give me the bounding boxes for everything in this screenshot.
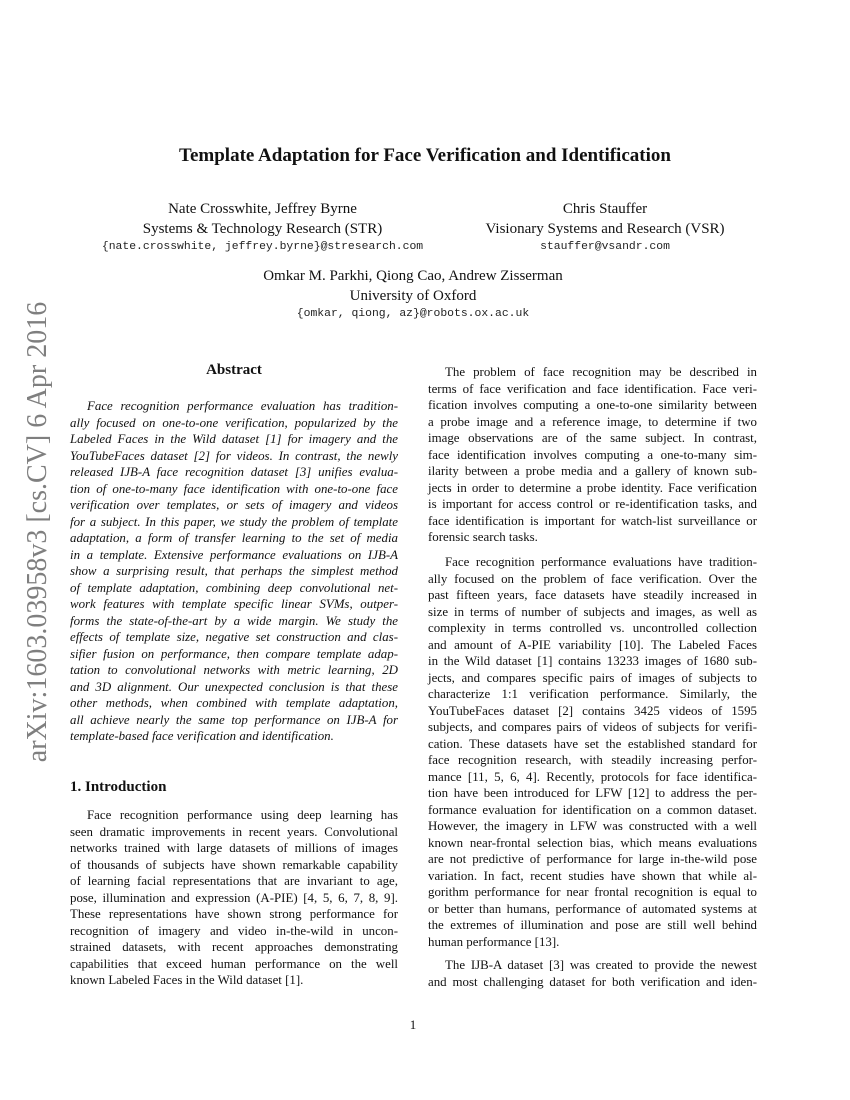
author-affiliation: Systems & Technology Research (STR) bbox=[142, 221, 383, 237]
author-email[interactable]: {omkar, qiong, az}@robots.ox.ac.uk bbox=[296, 308, 530, 320]
text-line: and 3D alignment. Our unexpected conclusion is that these bbox=[70, 679, 398, 694]
text-line: These representations have shown strong performance for bbox=[70, 907, 398, 921]
text-line: forensic search tasks. bbox=[428, 530, 538, 544]
text-line: characterize 1:1 verification performance. Similarly, the bbox=[428, 687, 757, 701]
text-line: complexity in terms controlled vs. uncontrolled collection bbox=[428, 621, 757, 635]
arxiv-stamp-text: arXiv:1603.03958v3 [cs.CV] 6 Apr 2016 bbox=[22, 301, 53, 763]
text-line: and most challenging dataset for both verification and iden- bbox=[428, 974, 757, 989]
text-line: the extremes of illumination and pose are still well behind bbox=[428, 918, 757, 932]
author-names: Nate Crosswhite, Jeffrey Byrne bbox=[168, 201, 357, 217]
paper-title: Template Adaptation for Face Verification and Identification bbox=[179, 145, 671, 166]
text-line: YouTubeFaces dataset [2] contains 3425 videos of 1595 bbox=[428, 703, 757, 718]
text-line: of template adaptation, combining deep convolutional net- bbox=[70, 580, 398, 595]
text-line: ally focused on one-to-one verification, popularized by the bbox=[70, 415, 398, 430]
text-line: mance [11, 5, 6, 4]. Recently, protocols for face identifica- bbox=[428, 769, 757, 784]
author-affiliation: University of Oxford bbox=[349, 288, 477, 304]
author-affiliation: Visionary Systems and Research (VSR) bbox=[485, 221, 725, 237]
text-line: effects of template size, negative set construction and clas- bbox=[70, 630, 398, 644]
text-line: verification over templates, or sets of imagery and videos bbox=[70, 498, 398, 512]
text-line: work features with template specific linear SVMs, outper- bbox=[70, 597, 398, 611]
text-line: However, the imagery in LFW was constructed with a well bbox=[428, 819, 757, 833]
abstract-body bbox=[70, 398, 398, 745]
text-line: fication involves computing a one-to-one similarity between bbox=[428, 398, 757, 412]
text-line: Face recognition performance using deep learning has bbox=[87, 808, 398, 822]
paragraph-face-recognition-problem bbox=[428, 364, 757, 546]
text-line: in the Wild dataset [1] contains 13233 images of 1680 sub- bbox=[428, 654, 757, 668]
author-names: Chris Stauffer bbox=[562, 201, 648, 217]
text-line: Face recognition performance evaluations have tradition- bbox=[445, 555, 757, 569]
text-line: networks trained with large datasets of millions of images bbox=[70, 841, 398, 855]
text-line: past fifteen years, face datasets have steadily increased in bbox=[428, 588, 757, 602]
text-line: forms the state-of-the-art by a wide margin. We study the bbox=[70, 613, 398, 628]
text-line: is important for access control or re-identification tasks, and bbox=[428, 497, 757, 511]
text-line: formance evaluation for identification on a common dataset. bbox=[428, 802, 757, 817]
text-line: are not predictive of performance for large in-the-wild pose bbox=[428, 852, 757, 866]
text-line: tion have been introduced for LFW [12] to address the per- bbox=[428, 786, 757, 800]
text-line: other methods, when combined with template adaptation, bbox=[70, 696, 398, 710]
author-email[interactable]: {nate.crosswhite, jeffrey.byrne}@stresearch.com bbox=[101, 241, 424, 253]
page-number: 1 bbox=[409, 1017, 417, 1032]
text-line: template-based face verification and identification. bbox=[70, 729, 334, 743]
text-line: adaptation, a form of transfer learning to the set of media bbox=[70, 531, 398, 545]
text-line: YouTubeFaces dataset [2] for videos. In contrast, the newly bbox=[70, 448, 398, 463]
text-line: of thousands of subjects have shown remarkable capability bbox=[70, 857, 398, 872]
text-line: jects, and compares specific pairs of images of subjects to bbox=[428, 670, 757, 685]
paragraph-ijba bbox=[428, 957, 757, 990]
author-block-oxford bbox=[0, 266, 826, 320]
section-heading-introduction: 1. Introduction bbox=[70, 779, 167, 795]
text-line: recognition of imagery and video in-the-wild in uncon- bbox=[70, 923, 398, 938]
text-line: tation to convolutional networks with metric learning, 2D bbox=[70, 663, 398, 677]
text-line: released IJB-A face recognition dataset [3] unifies evalua- bbox=[70, 465, 398, 479]
text-line: Face recognition performance evaluation has tradition- bbox=[87, 399, 398, 413]
text-line: ilarity between a probe media and a gallery of known sub- bbox=[428, 464, 757, 478]
text-line: or better than humans, performance of automated systems at bbox=[428, 901, 757, 916]
paragraph-evaluations bbox=[428, 554, 757, 950]
text-line: face recognition research, with steadily increasing perfor- bbox=[428, 753, 757, 767]
text-line: gorithm performance for near frontal recognition is equal to bbox=[428, 885, 757, 899]
text-line: a probe image and a reference image, to determine if two bbox=[428, 414, 757, 429]
text-line: sifier fusion on performance, then compare template adap- bbox=[70, 646, 398, 661]
author-block-vsr bbox=[455, 199, 755, 253]
text-line: and amount of A-PIE variability [10]. The Labeled Faces bbox=[428, 637, 757, 652]
text-line: The IJB-A dataset [3] was created to provide the newest bbox=[445, 958, 757, 972]
text-line: jects in order to determine a probe identity. Face verification bbox=[428, 480, 757, 495]
text-line: pose, illumination and expression (A-PIE) [4, 5, 6, 7, 8, 9]. bbox=[70, 890, 398, 905]
text-line: tion of one-to-many face identification with one-to-one face bbox=[70, 481, 398, 496]
text-line: known near-frontal selection bias, which means evaluations bbox=[428, 835, 757, 850]
text-line: face identification involves computing a one-to-many sim- bbox=[428, 447, 757, 462]
text-line: face identification is important for watch-list surveillance or bbox=[428, 513, 757, 528]
text-line: show a surprising result, that perhaps the simplest method bbox=[70, 564, 398, 578]
text-line: strained datasets, with recent approaches demonstrating bbox=[70, 940, 398, 954]
introduction-body bbox=[70, 807, 398, 989]
text-line: in a template. Extensive performance evaluations on IJB-A bbox=[70, 547, 398, 562]
text-line: for a subject. In this paper, we study the problem of template bbox=[70, 514, 398, 529]
text-line: image observations are of the same subject. In contrast, bbox=[428, 431, 757, 445]
text-line: capabilities that exceed human performance on the well bbox=[70, 956, 398, 971]
text-line: seen dramatic improvements in recent years. Convolutional bbox=[70, 824, 398, 839]
text-line: Labeled Faces in the Wild dataset [1] for imagery and the bbox=[70, 432, 398, 446]
text-line: terms of face verification and face identification. Face veri- bbox=[428, 381, 757, 396]
text-line: cation. These datasets have set the established standard for bbox=[428, 736, 757, 751]
text-line: variation. In fact, recent studies have shown that while al- bbox=[428, 868, 757, 883]
text-line: subjects, and compares pairs of videos of subjects for verifi- bbox=[428, 720, 757, 734]
text-line: size in terms of number of subjects and images, as well as bbox=[428, 604, 757, 619]
text-line: all achieve nearly the same top performance on IJB-A for bbox=[70, 712, 398, 727]
abstract-heading: Abstract bbox=[206, 362, 262, 378]
author-block-str bbox=[70, 199, 455, 253]
author-names: Omkar M. Parkhi, Qiong Cao, Andrew Zisserman bbox=[263, 268, 563, 284]
text-line: ally focused on the problem of face verification. Over the bbox=[428, 571, 757, 586]
text-line: known Labeled Faces in the Wild dataset [1]. bbox=[70, 973, 304, 987]
text-line: The problem of face recognition may be described in bbox=[445, 365, 757, 379]
text-line: of learning facial representations that are invariant to age, bbox=[70, 874, 398, 888]
text-line: human performance [13]. bbox=[428, 934, 560, 949]
author-email[interactable]: stauffer@vsandr.com bbox=[540, 241, 670, 253]
